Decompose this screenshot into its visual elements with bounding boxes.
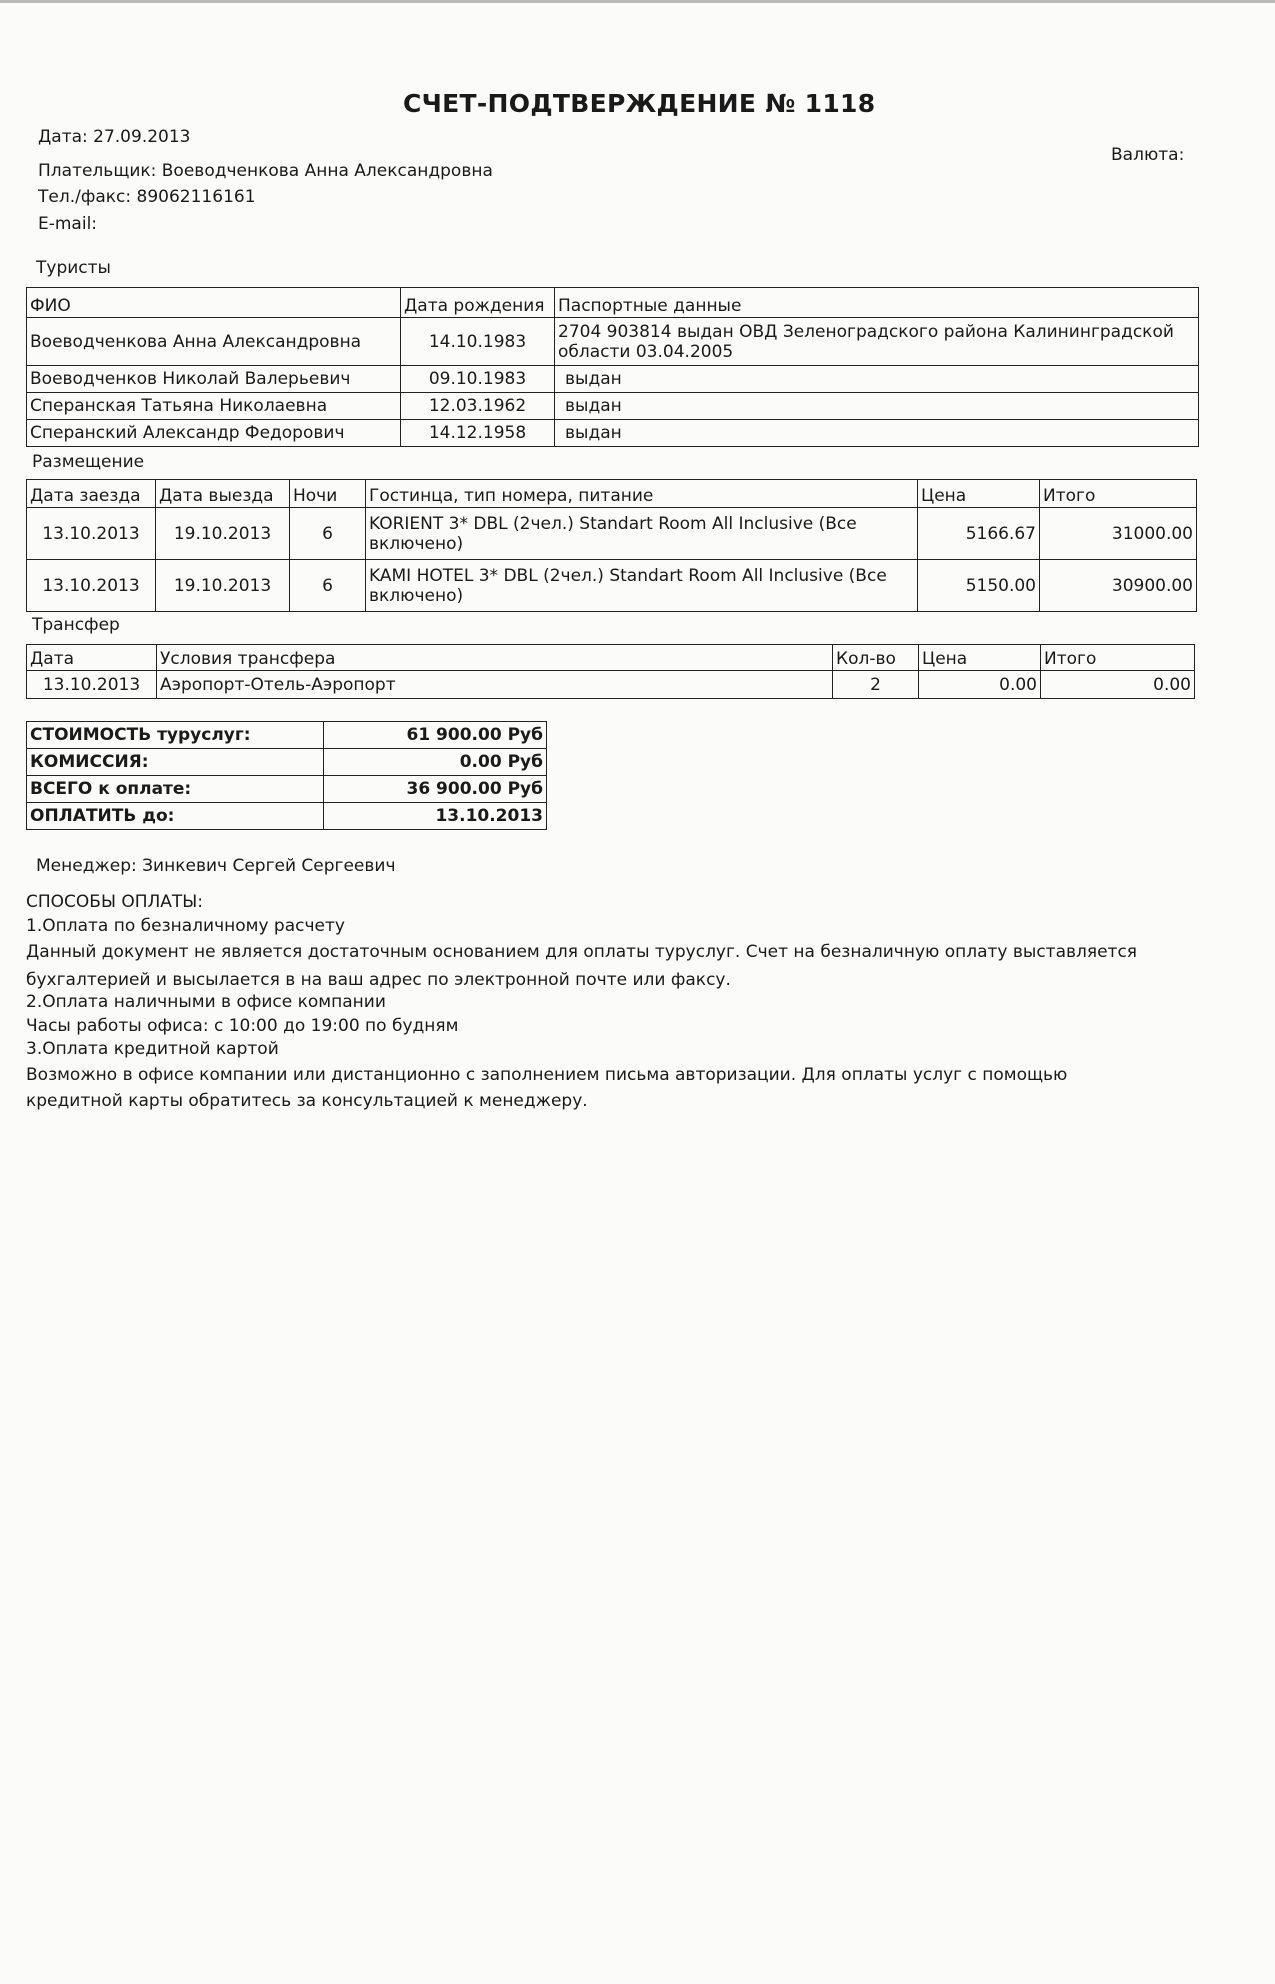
payer-line: Плательщик: Воеводченкова Анна Александровна [38, 161, 493, 181]
payment-method-line: Возможно в офисе компании или дистанционно с заполнением письма авторизации. Для оплаты услуг с помощью [26, 1065, 1068, 1085]
tourists-table [26, 287, 1199, 447]
tourist-name: Воеводченкова Анна Александровна [27, 318, 401, 366]
tourist-passport: выдан [555, 366, 1199, 393]
hotel-description: KORIENT 3* DBL (2чел.) Standart Room All Inclusive (Все включено) [366, 508, 918, 560]
column-header: Дата выезда [156, 480, 290, 508]
table-row [27, 420, 1199, 447]
transfer-qty: 2 [833, 671, 919, 699]
accommodation-table [26, 479, 1197, 612]
tourists-section-label: Туристы [36, 258, 111, 278]
transfer-table [26, 644, 1195, 699]
totals-value: 36 900.00 Руб [324, 776, 547, 803]
email-line: E-mail: [38, 214, 98, 234]
checkout-date: 19.10.2013 [156, 560, 290, 612]
column-header: Итого [1041, 645, 1195, 671]
totals-label: ОПЛАТИТЬ до: [27, 803, 324, 830]
totals-value: 13.10.2013 [324, 803, 547, 830]
payment-method-line: кредитной карты обратитесь за консультацией к менеджеру. [26, 1091, 588, 1111]
tourist-birthdate: 14.10.1983 [401, 318, 555, 366]
tourists-header-row [27, 288, 1199, 318]
totals-value: 61 900.00 Руб [324, 722, 547, 749]
table-row [27, 393, 1199, 420]
transfer-section-label: Трансфер [32, 615, 120, 635]
column-header: Кол-во [833, 645, 919, 671]
transfer-price: 0.00 [919, 671, 1041, 699]
date-line: Дата: 27.09.2013 [38, 127, 191, 147]
phone-line: Тел./факс: 89062116161 [38, 187, 256, 207]
column-header: Паспортные данные [555, 288, 1199, 318]
payment-methods-heading: СПОСОБЫ ОПЛАТЫ: [26, 892, 204, 912]
checkin-date: 13.10.2013 [27, 508, 156, 560]
tourist-name: Воеводченков Николай Валерьевич [27, 366, 401, 393]
column-header: Цена [919, 645, 1041, 671]
totals-row [27, 776, 547, 803]
tourist-birthdate: 09.10.1983 [401, 366, 555, 393]
payment-method-line: Часы работы офиса: с 10:00 до 19:00 по будням [26, 1016, 459, 1036]
tourist-name: Сперанский Александр Федорович [27, 420, 401, 447]
tourist-passport: выдан [555, 420, 1199, 447]
column-header: Дата рождения [401, 288, 555, 318]
price: 5150.00 [918, 560, 1040, 612]
column-header: Дата заезда [27, 480, 156, 508]
table-row [27, 560, 1197, 612]
transfer-total: 0.00 [1041, 671, 1195, 699]
checkin-date: 13.10.2013 [27, 560, 156, 612]
nights: 6 [290, 508, 366, 560]
accommodation-section-label: Размещение [32, 452, 145, 472]
column-header: Цена [918, 480, 1040, 508]
currency-label: Валюта: [1111, 145, 1185, 165]
payment-method-line: 1.Оплата по безналичному расчету [26, 916, 345, 936]
price: 5166.67 [918, 508, 1040, 560]
totals-row [27, 749, 547, 776]
transfer-terms: Аэропорт-Отель-Аэропорт [157, 671, 833, 699]
column-header: Итого [1040, 480, 1197, 508]
manager-line: Менеджер: Зинкевич Сергей Сергеевич [36, 856, 396, 876]
column-header: Дата [27, 645, 157, 671]
totals-row [27, 803, 547, 830]
tourist-passport: выдан [555, 393, 1199, 420]
payment-method-line: бухгалтерией и высылается в на ваш адрес по электронной почте или факсу. [26, 970, 731, 990]
payment-method-line: 3.Оплата кредитной картой [26, 1039, 279, 1059]
totals-row [27, 722, 547, 749]
table-row [27, 508, 1197, 560]
payment-method-line: 2.Оплата наличными в офисе компании [26, 992, 386, 1012]
row-total: 31000.00 [1040, 508, 1197, 560]
tourist-passport: 2704 903814 выдан ОВД Зеленоградского района Калининградской области 03.04.2005 [555, 318, 1199, 366]
tourist-birthdate: 12.03.1962 [401, 393, 555, 420]
totals-value: 0.00 Руб [324, 749, 547, 776]
tourist-name: Сперанская Татьяна Николаевна [27, 393, 401, 420]
transfer-date: 13.10.2013 [27, 671, 157, 699]
transfer-header-row [27, 645, 1195, 671]
table-row [27, 318, 1199, 366]
totals-label: ВСЕГО к оплате: [27, 776, 324, 803]
column-header: Условия трансфера [157, 645, 833, 671]
column-header: ФИО [27, 288, 401, 318]
hotel-description: KAMI HOTEL 3* DBL (2чел.) Standart Room All Inclusive (Все включено) [366, 560, 918, 612]
column-header: Ночи [290, 480, 366, 508]
table-row [27, 671, 1195, 699]
nights: 6 [290, 560, 366, 612]
row-total: 30900.00 [1040, 560, 1197, 612]
tourist-birthdate: 14.12.1958 [401, 420, 555, 447]
column-header: Гостинца, тип номера, питание [366, 480, 918, 508]
payment-method-line: Данный документ не является достаточным основанием для оплаты туруслуг. Счет на безналичную оплату выставляется [26, 942, 1138, 962]
accommodation-header-row [27, 480, 1197, 508]
totals-label: КОМИССИЯ: [27, 749, 324, 776]
table-row [27, 366, 1199, 393]
checkout-date: 19.10.2013 [156, 508, 290, 560]
document-title: СЧЕТ-ПОДТВЕРЖДЕНИЕ № 1118 [403, 89, 876, 118]
totals-table [26, 721, 547, 830]
totals-label: СТОИМОСТЬ туруслуг: [27, 722, 324, 749]
